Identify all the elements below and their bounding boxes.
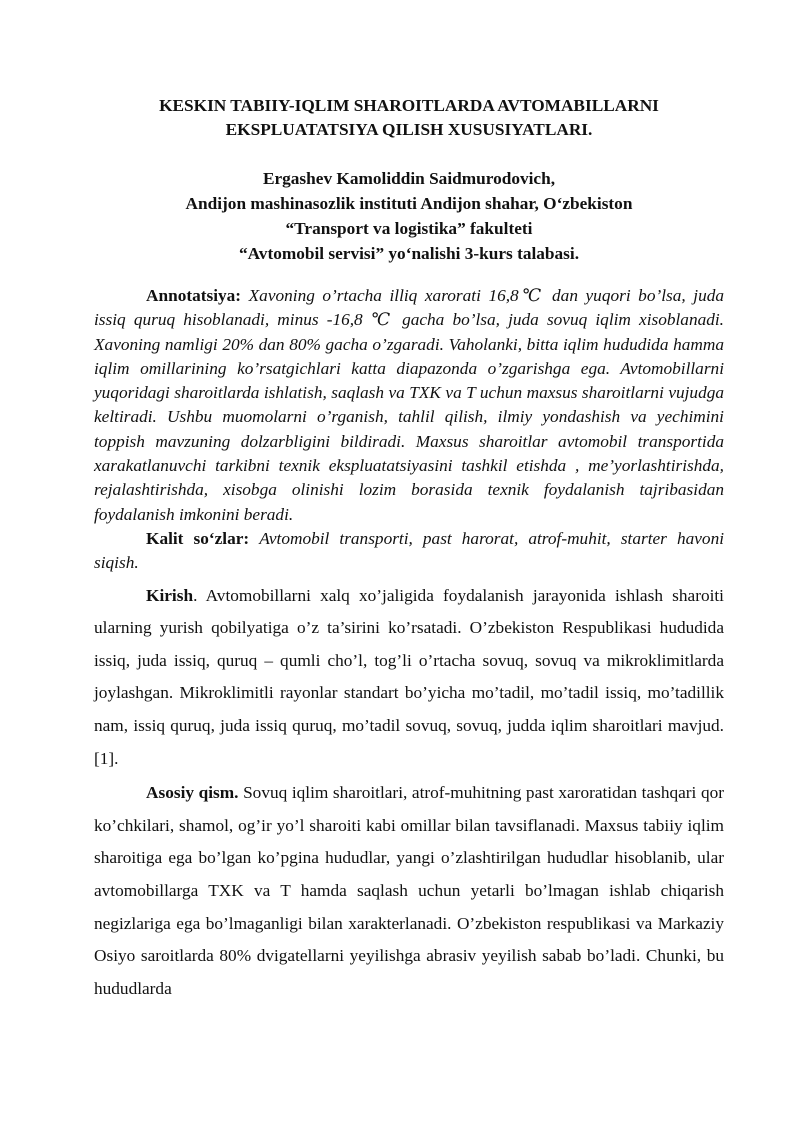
keywords-paragraph <box>94 527 724 576</box>
author-block <box>94 166 724 266</box>
title-line-2: EKSPLUATATSIYA QILISH XUSUSIYATLARI. <box>225 120 593 139</box>
keywords-text: Avtomobil transporti, past harorat, atrof-muhit, starter havoni siqish. <box>94 528 725 573</box>
title-line-1: KESKIN TABIIY-IQLIM SHAROITLARDA AVTOMABILLARNI <box>159 96 659 115</box>
document-page <box>94 94 724 1005</box>
keywords-label: Kalit so‘zlar: <box>146 528 250 548</box>
author-program: “Avtomobil servisi” yo‘nalishi 3-kurs talabasi. <box>238 244 580 263</box>
paper-title <box>94 94 724 142</box>
author-faculty: “Transport va logistika” fakulteti <box>285 219 533 238</box>
intro-text: . Avtomobillarni xalq xo’jaligida foydalanish jarayonida ishlash sharoiti ularning yurish qobilyatiga o’z ta’sirini ko’rsatadi. O’zbekiston Respublikasi hududida issiq, juda issiq, quruq – qumli cho’l, tog’li o’rtacha sovuq, sovuq va mikroklimitlarda joylashgan. Mikroklimitli rayonlar standart bo’yicha mo’tadil, mo’tadil issiq, mo’tadillik nam, issiq quruq, juda issiq quruq, mo’tadil sovuq, sovuq, judda iqlim sharoitlari mavjud. [1]. <box>94 585 724 768</box>
abstract-label: Annotatsiya: <box>146 286 242 305</box>
intro-label: Kirish <box>146 585 194 605</box>
author-name: Ergashev Kamoliddin Saidmurodovich, <box>262 169 556 188</box>
author-affiliation: Andijon mashinasozlik instituti Andijon shahar, O‘zbekiston <box>185 194 633 213</box>
abstract-text: Xavoning o’rtacha illiq xarorati 16,8℃ dan yuqori bo’lsa, juda issiq quruq hisoblanadi, minus -16,8 ℃ gacha bo’lsa, juda sovuq iqlim xisoblanadi. Xavoning namligi 20% dan 80% gacha o’zgaradi. Vaholanki, bitta iqlim hududida hamma iqlim omillarining ko’rsatgichlari katta diapazonda o’zgarishga ega. Avtomobillarni yuqoridagi sharoitlarda ishlatish, saqlash va TXK va T uchun maxsus sharoitlarni vujudga keltiradi. Ushbu muomolarni o’rganish, tahlil qilish, ilmiy yondashish va yechimini toppish mavzuning dolzarbligini bildiradi. Maxsus sharoitlar avtomobil transportida xarakatlanuvchi tarkibni texnik ekspluatatsiyasini tashkil etishda , me’yorlashtirishda, rejalashtirishda, xisobga olinishi lozim borasida texnik foydalanish tajribasidan foydalanish imkonini beradi. <box>94 286 724 524</box>
abstract-paragraph <box>94 284 724 527</box>
main-text: Sovuq iqlim sharoitlari, atrof-muhitning past xaroratidan tashqari qor ko’chkilari, shamol, og’ir yo’l sharoiti kabi omillar bilan tavsiflanadi. Maxsus tabiiy iqlim sharoitiga ega bo’lgan ko’pgina hududlar, yangi o’zlashtirilgan hududlar hisoblanib, ular avtomobillarga TXK va T hamda saqlash uchun yetarli bo’lmagan ishlab chiqarish negizlariga ega bo’lmaganligi bilan xarakterlanadi. O’zbekiston respublikasi va Markaziy Osiyo saroitlarda 80% dvigatellarni yeyilishga abrasiv yeyilish sabab bo’ladi. Chunki, bu hududlarda <box>94 783 724 998</box>
intro-paragraph <box>94 580 724 776</box>
main-label: Asosiy qism. <box>146 783 239 803</box>
main-paragraph <box>94 777 724 1005</box>
